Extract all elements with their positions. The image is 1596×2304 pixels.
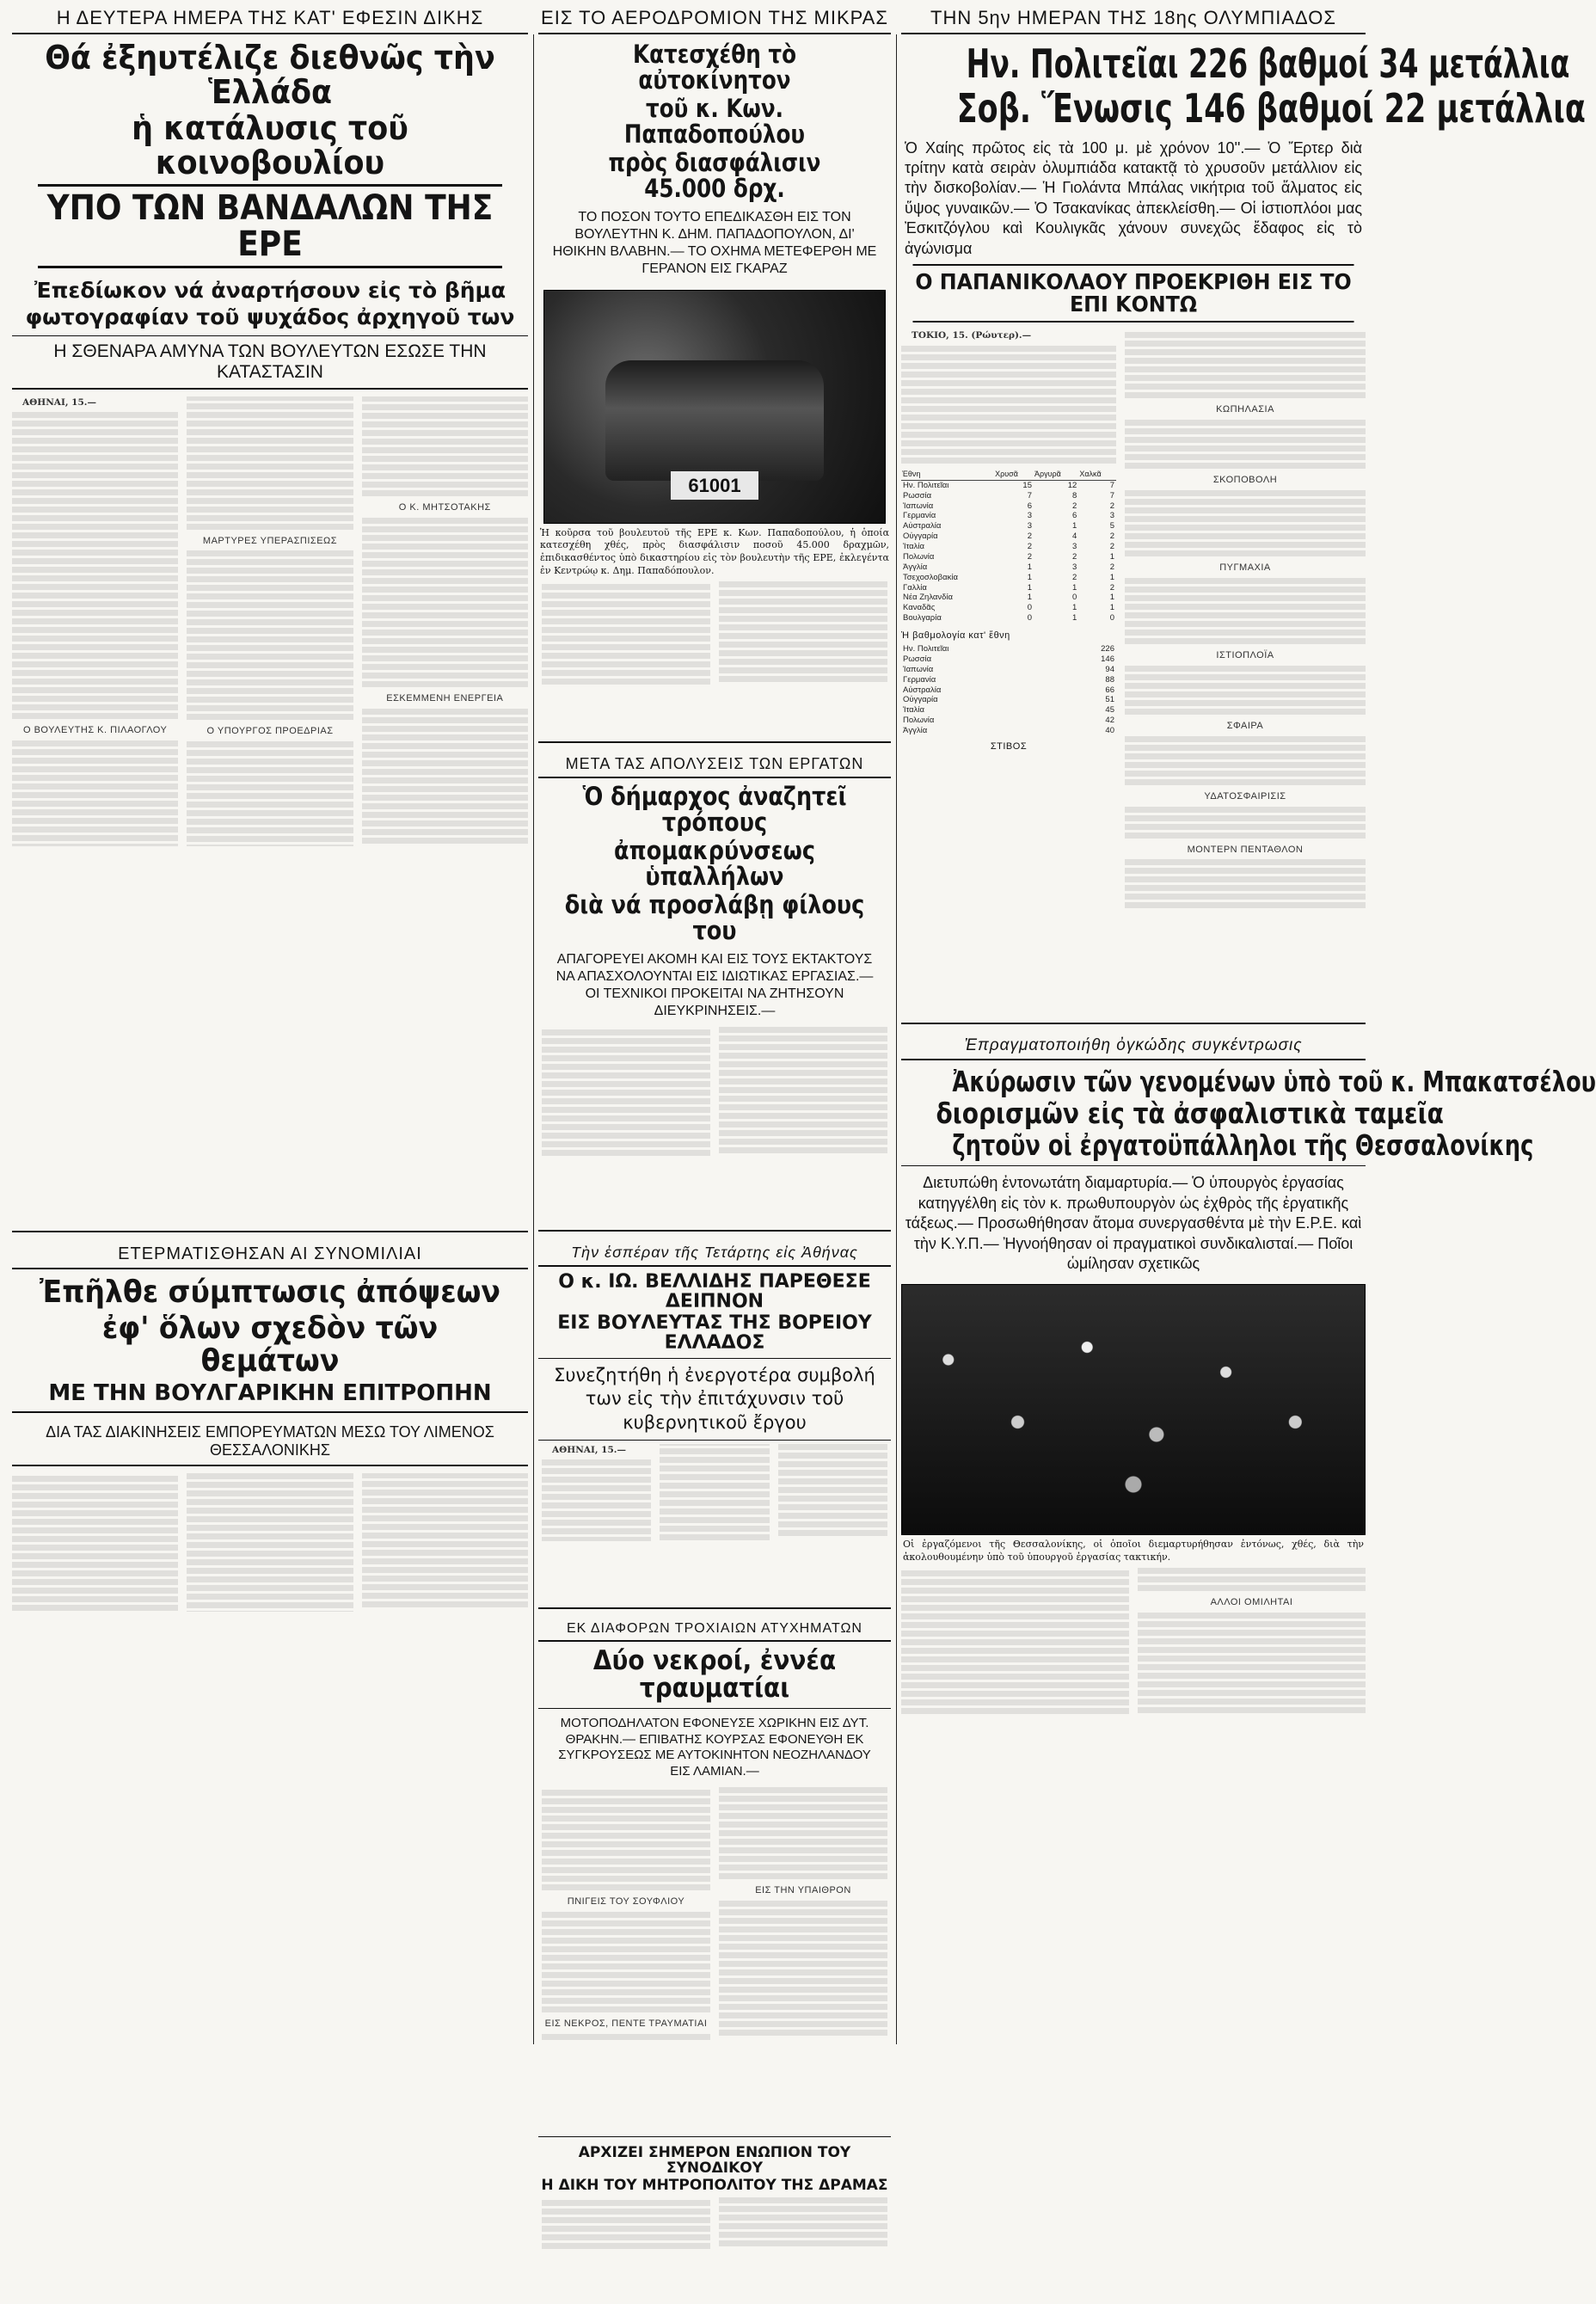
country-name: Ἀγγλία — [903, 562, 928, 572]
subheadline: ΤΟ ΠΟΣΟΝ ΤΟΥΤΟ ΕΠΕΔΙΚΑΣΘΗ ΕΙΣ ΤΟΝ ΒΟΥΛΕΥΤΗΝ Κ. ΔΗΜ. ΠΑΠΑΔΟΠΟΥΛΟΝ, ΔΙ' ΗΘΙΚΗΝ ΒΛΑΒΗΝ.— ΤΟ ΟΧΗΜΑ ΜΕΤΕΦΕΡΘΗ ΜΕ ΓΕΡΑΝΟΝ ΕΙΣ ΓΚΑΡΑΖ — [552, 209, 877, 276]
headline: Ἀκύρωσιν τῶν γενομένων ὑπὸ τοῦ κ. Μπακατσέλου — [952, 1065, 1596, 1099]
points-value: 42 — [1105, 716, 1114, 726]
medal-table-row — [901, 542, 1116, 552]
medal-count: 3 — [1027, 511, 1032, 521]
headline: Δύο νεκροί, ἐννέα τραυματίαι — [592, 1644, 837, 1705]
headline: ζητοῦν οἱ ἐργατοϋπάλληλοι τῆς Θεσσαλονίκης — [952, 1127, 1534, 1162]
medal-count: 2 — [1027, 551, 1032, 562]
country-name: Ἰαπωνία — [903, 501, 934, 511]
points-row — [901, 644, 1116, 654]
strapline: ΔΙΑ ΤΑΣ ΔΙΑΚΙΝΗΣΕΙΣ ΕΜΠΟΡΕΥΜΑΤΩΝ ΜΕΣΩ ΤΟΥ ΛΙΜΕΝΟΣ ΘΕΣΣΑΛΟΝΙΚΗΣ — [12, 1418, 528, 1466]
story-kicker: ΤΗΝ 5ην ΗΜΕΡΑΝ ΤΗΣ 18ης ΟΛΥΜΠΙΑΔΟΣ — [901, 0, 1366, 34]
medal-table-row — [901, 583, 1116, 593]
medal-count: 2 — [1109, 542, 1114, 552]
headline: Ὁ δήμαρχος ἀναζητεῖ τρόπους — [582, 782, 847, 838]
medal-table-row — [901, 511, 1116, 521]
medal-count: 0 — [1072, 593, 1077, 603]
medal-count: 7 — [1027, 490, 1032, 501]
section-subhead: ΕΙΣ ΤΗΝ ΥΠΑΙΘΡΟΝ — [755, 1884, 851, 1895]
article-body — [12, 1473, 528, 1748]
section-subhead: ΠΝΙΓΕΙΣ ΤΟΥ ΣΟΥΦΛΙΟΥ — [567, 1895, 685, 1907]
country-name: Νέα Ζηλανδία — [903, 593, 954, 603]
points-table-body — [901, 644, 1116, 736]
medal-table-row — [901, 603, 1116, 613]
article-body — [538, 581, 891, 736]
medal-table-row — [901, 521, 1116, 531]
medal-table-row — [901, 531, 1116, 542]
medal-count: 7 — [1109, 490, 1114, 501]
headline: Θά ἐξηυτέλιζε διεθνῶς τὴν Ἑλλάδα — [45, 39, 495, 111]
medal-count: 2 — [1109, 501, 1114, 511]
headline-bar: ΥΠΟ ΤΩΝ ΒΑΝΔΑΛΩΝ ΤΗΣ ΕΡΕ — [38, 184, 502, 268]
country-name: Ἰαπωνία — [903, 664, 934, 674]
medal-table-row — [901, 491, 1116, 501]
dateline: ΑΘΗΝΑΙ, 15.— — [552, 1444, 626, 1455]
medal-count: 1 — [1027, 593, 1032, 603]
headline: τοῦ κ. Κων. Παπαδοπούλου — [623, 93, 806, 150]
country-name: Οὐγγαρία — [903, 695, 938, 705]
headline: διορισμῶν εἰς τὰ ἀσφαλιστικὰ ταμεῖα — [936, 1097, 1444, 1131]
country-name: Γερμανία — [903, 674, 936, 685]
medal-table-row — [901, 593, 1116, 603]
medal-count: 7 — [1109, 480, 1114, 490]
story-kicker: Η ΔΕΥΤΕΡΑ ΗΜΕΡΑ ΤΗΣ ΚΑΤ' ΕΦΕΣΙΝ ΔΙΚΗΣ — [12, 0, 528, 34]
headline: ΑΡΧΙΖΕΙ ΣΗΜΕΡΟΝ ΕΝΩΠΙΟΝ ΤΟΥ ΣΥΝΟΔΙΚΟΥ — [578, 2143, 851, 2177]
headline: Κατεσχέθη τὸ αὐτοκίνητον — [632, 40, 797, 95]
country-name: Ρωσσία — [903, 490, 932, 501]
country-name: Αὐστραλία — [903, 685, 942, 695]
country-name: Ἀγγλία — [903, 726, 928, 736]
subheadline: ΑΠΑΓΟΡΕΥΕΙ ΑΚΟΜΗ ΚΑΙ ΕΙΣ ΤΟΥΣ ΕΚΤΑΚΤΟΥΣ ΝΑ ΑΠΑΣΧΟΛΟΥΝΤΑΙ ΕΙΣ ΙΔΙΩΤΙΚΑΣ ΕΡΓΑΣΙΑΣ.— ΟΙ ΤΕΧΝΙΚΟΙ ΠΡΟΚΕΙΤΑΙ ΝΑ ΖΗΤΗΣΟΥΝ ΔΙΕΥΚΡΙΝΗΣΕΙΣ.— — [556, 951, 874, 1018]
article-body — [12, 396, 528, 1222]
headline: διὰ νά προσλάβῃ φίλους του — [564, 889, 865, 946]
section-subhead: ΚΩΠΗΛΑΣΙΑ — [1216, 404, 1274, 415]
headline: Ἐπῆλθε σύμπτωσις ἀπόψεων — [40, 1275, 500, 1311]
points-value: 45 — [1105, 705, 1114, 716]
medal-count: 3 — [1027, 521, 1032, 531]
points-row — [901, 665, 1116, 675]
medal-count: 2 — [1027, 531, 1032, 542]
country-name: Γαλλία — [903, 582, 927, 593]
medal-count: 6 — [1072, 511, 1077, 521]
headline: ἡ κατάλυσις τοῦ κοινοβουλίου — [132, 108, 408, 181]
points-row — [901, 654, 1116, 665]
medal-table-body — [901, 480, 1116, 624]
section-subhead: ΕΙΣ ΝΕΚΡΟΣ, ΠΕΝΤΕ ΤΡΑΥΜΑΤΙΑΙ — [544, 2018, 708, 2029]
strapline: Η ΣΘΕΝΑΡΑ ΑΜΥΝΑ ΤΩΝ ΒΟΥΛΕΥΤΩΝ ΕΣΩΣΕ ΤΗΝ ΚΑΤΑΣΤΑΣΙΝ — [12, 335, 528, 390]
medal-count: 2 — [1072, 572, 1077, 582]
country-name: Πολωνία — [903, 551, 935, 562]
medal-count: 2 — [1027, 542, 1032, 552]
story-kicker: Ἐπραγματοποιήθη ὀγκώδης συγκέντρωσις — [901, 1029, 1366, 1060]
medal-table — [901, 469, 1116, 624]
points-value: 88 — [1105, 674, 1114, 685]
medal-table-header: Ἀργυρᾶ — [1034, 469, 1078, 481]
medal-table-row — [901, 613, 1116, 624]
article-body — [538, 2194, 891, 2304]
dateline: ΑΘΗΝΑΙ, 15.— — [22, 397, 96, 409]
article-body — [901, 1568, 1366, 1800]
subheadline: Διετυπώθη ἐντονωτάτη διαμαρτυρία.— Ὁ ὑπουργὸς ἐργασίας κατηγγέλθη εἰς τὸν κ. πρωθυπουργὸν ὡς ἐχθρὸς τῆς ἐργατικῆς τάξεως.— Προσωθήθησαν ἄτομα συνεργασθέντα μὲ τὴν Ε.Ρ.Ε. καὶ τὴν Κ.Υ.Π.— Ἠγνοήθησαν οἱ πραγματικοὶ συνδικαλισταί.— Ποῖοι ὡμίλησαν σχετικῶς — [901, 1165, 1366, 1281]
medal-count: 12 — [1067, 480, 1077, 490]
section-subhead: Ο ΒΟΥΛΕΥΤΗΣ Κ. ΠΙΛΑΟΓΛΟΥ — [22, 725, 168, 736]
section-subhead: ΠΥΓΜΑΧΙΑ — [1219, 562, 1271, 574]
points-row — [901, 685, 1116, 696]
olympics-right-column — [1125, 329, 1366, 1017]
column-rule — [896, 34, 897, 2044]
medal-count: 3 — [1072, 542, 1077, 552]
headline: ἐφ' ὅλων σχεδὸν τῶν θεμάτων — [101, 1310, 439, 1379]
section-subhead: Ο ΥΠΟΥΡΓΟΣ ΠΡΟΕΔΡΙΑΣ — [206, 726, 334, 737]
article-body — [1125, 332, 1366, 908]
medal-table-row — [901, 480, 1116, 490]
points-value: 94 — [1105, 664, 1114, 674]
headline: Ην. Πολιτεῖαι 226 βαθμοί 34 μετάλλια — [966, 40, 1570, 87]
story-kicker: ΕΚ ΔΙΑΦΟΡΩΝ ΤΡΟΧΙΑΙΩΝ ΑΤΥΧΗΜΑΤΩΝ — [538, 1614, 891, 1642]
medal-table-row — [901, 573, 1116, 583]
medal-count: 6 — [1027, 501, 1032, 511]
headline: ἀπομακρύνσεως ὑπαλλήλων — [614, 835, 815, 892]
dateline: ΤΟΚΙΟ, 15. (Ρώυτερ).— — [912, 330, 1032, 341]
car-photo — [543, 290, 886, 524]
column-middle — [538, 0, 891, 2304]
headline-bar: ΜΕ ΤΗΝ ΒΟΥΛΓΑΡΙΚΗΝ ΕΠΙΤΡΟΠΗΝ — [12, 1377, 528, 1412]
points-value: 226 — [1101, 644, 1114, 654]
country-name: Ρωσσία — [903, 654, 932, 664]
country-name: Οὐγγαρία — [903, 531, 938, 542]
points-row — [901, 726, 1116, 736]
country-name: Τσεχοσλοβακία — [903, 572, 958, 582]
car-image — [605, 360, 823, 481]
medal-count: 2 — [1072, 501, 1077, 511]
section-subhead: ΕΣΚΕΜΜΕΝΗ ΕΝΕΡΓΕΙΑ — [386, 692, 504, 703]
medal-count: 0 — [1027, 603, 1032, 613]
medal-table-row — [901, 562, 1116, 573]
medal-count: 0 — [1109, 613, 1114, 624]
medal-count: 2 — [1109, 531, 1114, 542]
medal-count: 1 — [1027, 582, 1032, 593]
points-row — [901, 705, 1116, 716]
medal-count: 1 — [1109, 572, 1114, 582]
medal-count: 8 — [1072, 490, 1077, 501]
story-kicker: ΜΕΤΑ ΤΑΣ ΑΠΟΛΥΣΕΙΣ ΤΩΝ ΕΡΓΑΤΩΝ — [538, 748, 891, 778]
story-kicker: ΕΤΕΡΜΑΤΙΣΘΗΣΑΝ ΑΙ ΣΥΝΟΜΙΛΙΑΙ — [12, 1238, 528, 1269]
points-row — [901, 695, 1116, 705]
medal-table-header: Χρυσᾶ — [994, 469, 1034, 481]
country-name: Γερμανία — [903, 511, 936, 521]
country-name: Ἰταλία — [903, 542, 925, 552]
medal-count: 1 — [1072, 521, 1077, 531]
section-subhead: ΥΔΑΤΟΣΦΑΙΡΙΣΙΣ — [1204, 790, 1286, 802]
section-subhead: ΣΦΑΙΡΑ — [1226, 720, 1264, 731]
headline: πρὸς διασφάλισιν 45.000 δρχ. — [608, 147, 821, 204]
section-subhead: ΙΣΤΙΟΠΛΟΪΑ — [1216, 649, 1274, 660]
article-body — [538, 1441, 891, 1602]
medal-count: 5 — [1109, 521, 1114, 531]
subheadline: Ὁ Χαίης πρῶτος εἰς τὰ 100 μ. μὲ χρόνον 10''.— Ὁ Ἔρτερ διὰ τρίτην κατὰ σειρὰν ὀλυμπιάδα κατακτᾷ τὸ χρυσοῦν μετάλλιον εἰς τὴν δισκοβολίαν.— Ἡ Γιολάντα Μπάλας νικήτρια τοῦ ἅλματος εἰς ὕψος γυναικῶν.— Ὁ Τσακανίκας ἀπεκλείσθη.— Οἱ ἱστιοπλόοι μας Ἐσκιτζόγλου καὶ Κουλιγκᾶς χάνουν συνεχῶς ἔδαφος εἰς τὸ ἀγώνισμα — [905, 138, 1362, 257]
headline: Ο κ. ΙΩ. ΒΕΛΛΙΔΗΣ ΠΑΡΕΘΕΣΕ ΔΕΙΠΝΟΝ — [558, 1270, 871, 1312]
headline: Η ΔΙΚΗ ΤΟΥ ΜΗΤΡΟΠΟΛΙΤΟΥ ΤΗΣ ΔΡΑΜΑΣ — [541, 2176, 888, 2194]
article-body — [538, 1787, 891, 2131]
headline: Σοβ. Ἕνωσις 146 βαθμοί 22 μετάλλια — [956, 85, 1586, 132]
points-value: 40 — [1105, 726, 1114, 736]
medal-table-row — [901, 552, 1116, 562]
section-subhead: ΑΛΛΟΙ ΟΜΙΛΗΤΑΙ — [1210, 1597, 1293, 1607]
subheadline: Συνεζητήθη ἡ ἐνεργοτέρα συμβολή των εἰς τὴν ἐπιτάχυνσιν τοῦ κυβερνητικοῦ ἔργου — [538, 1358, 891, 1441]
medal-count: 2 — [1109, 582, 1114, 593]
crowd-photo — [901, 1284, 1366, 1535]
medal-count: 1 — [1109, 593, 1114, 603]
medal-count: 1 — [1072, 582, 1077, 593]
olympics-left-column — [901, 329, 1116, 1017]
section-subhead: Ο Κ. ΜΗΤΣΟΤΑΚΗΣ — [398, 501, 491, 513]
points-value: 66 — [1105, 685, 1114, 695]
points-value: 146 — [1101, 654, 1114, 664]
points-table — [901, 644, 1116, 736]
olympics-body — [901, 329, 1366, 1017]
points-title: Ἡ βαθμολογία κατ' ἔθνη — [901, 630, 1010, 642]
medal-count: 1 — [1027, 562, 1032, 572]
country-name: Ἰταλία — [903, 705, 925, 716]
points-row — [901, 675, 1116, 685]
medal-count: 0 — [1027, 613, 1032, 624]
article-body — [901, 329, 1116, 463]
section-subhead: ΣΤΙΒΟΣ — [990, 740, 1028, 752]
country-name: Αὐστραλία — [903, 521, 942, 531]
story-kicker: Τὴν ἑσπέραν τῆς Τετάρτης εἰς Ἀθήνας — [538, 1237, 891, 1267]
medal-count: 1 — [1027, 572, 1032, 582]
medal-count: 4 — [1072, 531, 1077, 542]
medal-table-header: Χαλκᾶ — [1078, 469, 1116, 481]
article-body — [538, 1027, 891, 1225]
photo-caption: Οἱ ἐργαζόμενοι τῆς Θεσσαλονίκης, οἱ ὁποῖοι διεμαρτυρήθησαν ἐντόνως, χθές, διὰ τὴν ἀκολουθουμένην ὑπὸ τοῦ ὑπουργοῦ ἐργασίας τακτικήν. — [903, 1539, 1364, 1564]
points-row — [901, 716, 1116, 726]
medal-count: 1 — [1072, 613, 1077, 624]
column-right — [901, 0, 1596, 1800]
medal-count: 1 — [1109, 551, 1114, 562]
story-kicker: ΕΙΣ ΤΟ ΑΕΡΟΔΡΟΜΙΟΝ ΤΗΣ ΜΙΚΡΑΣ — [538, 0, 891, 34]
subheadline: Ἐπεδίωκον νά ἀναρτήσουν εἰς τὸ βῆμα φωτογραφίαν τοῦ ψυχάδος ἀρχηγοῦ των — [25, 277, 515, 329]
column-left — [12, 0, 528, 1748]
section-subhead: ΜΑΡΤΥΡΕΣ ΥΠΕΡΑΣΠΙΣΕΩΣ — [202, 535, 338, 546]
points-value: 51 — [1105, 695, 1114, 705]
column-rule — [533, 34, 534, 2044]
country-name: Ην. Πολιτεῖαι — [903, 644, 949, 654]
medal-count: 3 — [1109, 511, 1114, 521]
country-name: Ην. Πολιτεῖαι — [903, 480, 949, 490]
medal-count: 2 — [1109, 562, 1114, 572]
medal-count: 3 — [1072, 562, 1077, 572]
country-name: Βουλγαρία — [903, 613, 942, 624]
headline-bar: Ο ΠΑΠΑΝΙΚΟΛΑΟΥ ΠΡΟΕΚΡΙΘΗ ΕΙΣ ΤΟ ΕΠΙ ΚΟΝΤΩ — [913, 264, 1354, 323]
license-plate: 61001 — [671, 471, 759, 499]
medal-table-header: Ἐθνη — [901, 469, 994, 481]
country-name: Καναδᾶς — [903, 603, 936, 613]
section-subhead: ΜΟΝΤΕΡΝ ΠΕΝΤΑΘΛΟΝ — [1187, 844, 1304, 855]
country-name: Πολωνία — [903, 716, 935, 726]
section-subhead: ΣΚΟΠΟΒΟΛΗ — [1212, 475, 1278, 486]
photo-caption: Ἡ κοῦρσα τοῦ βουλευτοῦ τῆς ΕΡΕ κ. Κων. Παπαδοπούλου, ἡ ὁποία κατεσχέθη χθές, πρὸς διασφάλισιν ποσοῦ 45.000 δραχμῶν, ἐπιδικασθέντος ὑπὸ δικαστηρίου εἰς τὸν βουλευτὴν τῆς ΕΡΕ, ἐκλεγέντα ἐν Κεντρώῳ κ. Δημ. Παπαδόπουλον. — [540, 526, 889, 577]
medal-table-row — [901, 501, 1116, 512]
medal-count: 1 — [1109, 603, 1114, 613]
subheadline: ΜΟΤΟΠΟΔΗΛΑΤΟΝ ΕΦΟΝΕΥΣΕ ΧΩΡΙΚΗΝ ΕΙΣ ΔΥΤ. ΘΡΑΚΗΝ.— ΕΠΙΒΑΤΗΣ ΚΟΥΡΣΑΣ ΕΦΟΝΕΥΘΗ ΕΚ ΣΥΓΚΡΟΥΣΕΩΣ ΜΕ ΑΥΤΟΚΙΝΗΤΟΝ ΝΕΟΖΗΛΑΝΔΟΥ ΕΙΣ ΛΑΜΙΑΝ.— — [538, 1708, 891, 1787]
medal-count: 1 — [1072, 603, 1077, 613]
headline: ΕΙΣ ΒΟΥΛΕΥΤΑΣ ΤΗΣ ΒΟΡΕΙΟΥ ΕΛΛΑΔΟΣ — [557, 1312, 872, 1354]
medal-count: 2 — [1072, 551, 1077, 562]
medal-count: 15 — [1022, 480, 1032, 490]
